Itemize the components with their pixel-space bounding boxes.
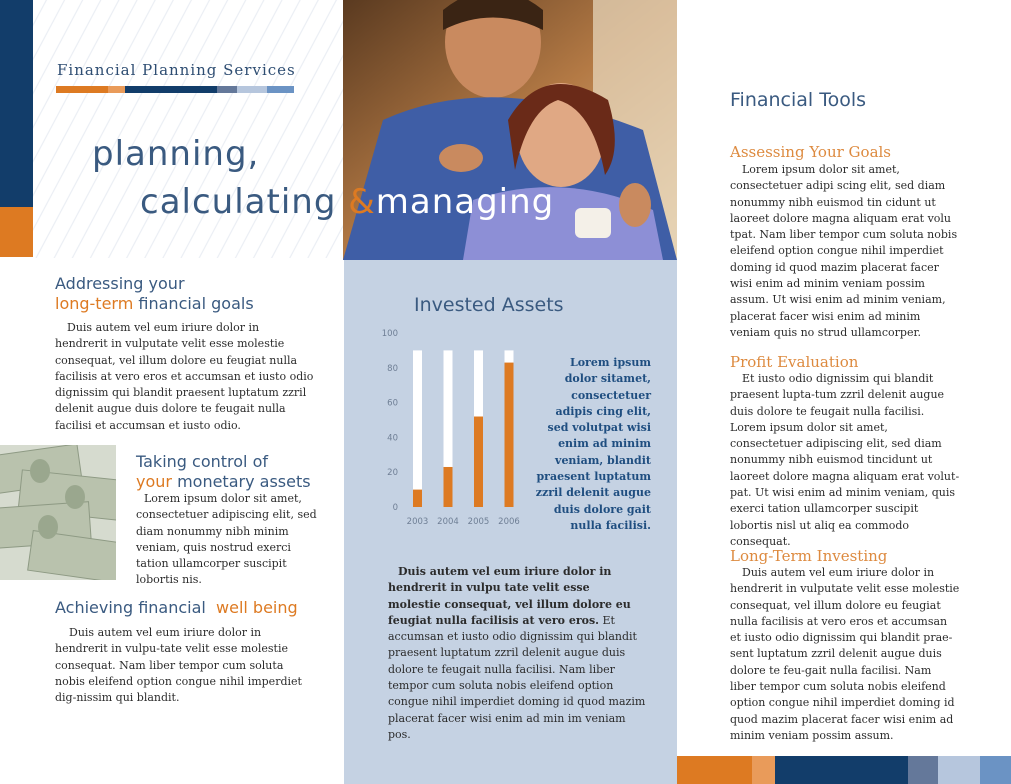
invested-assets-chart — [370, 322, 535, 532]
headline-word-managing: managing — [375, 182, 555, 222]
headline-ampersand: & — [348, 182, 376, 222]
heading-assessing-goals: Assessing Your Goals — [730, 143, 892, 161]
section-body-well-being: Duis autem vel eum iriure dolor in hendrerit in vulpu-tate velit esse molestie consequat. Nam liber tempor cum soluta nobis eleifend option congue nihil imperdiet dig-nissim qui blandit. — [55, 626, 302, 705]
bar-2003 — [413, 490, 422, 507]
section-title-line: Addressing your — [55, 274, 185, 293]
section-title-monetary-assets — [136, 452, 326, 492]
bar-track — [413, 350, 422, 507]
chart-note: Lorem ipsum dolor sitamet, consectetuer adipis cing elit, sed volutpat wisi enim ad minim veniam, blandit praesent luptatum zzril delenit augue duis dolore gait nulla facilisi. — [535, 356, 651, 532]
y-tick-label: 80 — [387, 363, 398, 374]
section-body-monetary-assets: Lorem ipsum dolor sit amet, consectetuer adipiscing elit, sed diam nonummy nibh minim veniam, quis nostrud exerci tation ullamcorper suscipit lobortis nis. — [136, 492, 317, 587]
navy-accent-stripe — [0, 0, 33, 207]
headline-word-calculating: calculating — [140, 182, 349, 222]
middle-body-rest: Et accumsan et iusto odio dignissim qui blandit praesent luptatum zzril delenit augue duis dolore te feugait nulla facilisi. Nam liber tempor cum soluta nobis eleifend option congue nihil imperdiet doming id quod mazim placerat facer wisi enim ad min im veniam pos. — [388, 613, 646, 741]
bottom-color-bar — [677, 756, 1011, 784]
headline-line-2 — [140, 182, 554, 222]
x-tick-label: 2006 — [498, 517, 520, 527]
headline-line-1: planning, — [92, 134, 260, 174]
section-title-rest: monetary assets — [171, 472, 311, 491]
y-tick-label: 0 — [392, 503, 398, 513]
section-title-rest: financial goals — [133, 294, 254, 313]
middle-body-text — [388, 564, 646, 743]
bar-2004 — [444, 467, 453, 507]
y-tick-label: 100 — [381, 329, 398, 339]
body-long-term-investing: Duis autem vel eum iriure dolor in hendrerit in vulputate velit esse molestie consequat, vel illum dolore eu feugiat nulla facilisis at vero eros et accumsan et iusto odio dignissim qui blandit prae-sent luptatum zzril delenit augue duis dolore te feu-gait nulla facilisi. Nam liber tempor cum soluta nobis eleifend option congue nihil imperdiet doming id quod mazim placerat facer wisi enim ad minim veniam possim assum. — [730, 566, 960, 742]
section-title-line: Taking control of — [136, 452, 268, 471]
section-title-line: Achieving financial — [55, 598, 206, 617]
y-tick-label: 40 — [387, 433, 398, 444]
chart-title: Invested Assets — [414, 294, 564, 316]
section-body-long-term-goals: Duis autem vel eum iriure dolor in hendrerit in vulputate velit esse molestie consequat, vel illum dolore eu feugiat nulla facilisis at vero eros et accumsan et iusto odio dignissim qui blandit praesent luptatum zzril delenit augue duis dolore te feugait nulla facilisi et accumsan et iusto odio. — [55, 321, 314, 432]
heading-long-term-investing: Long-Term Investing — [730, 547, 888, 565]
heading-profit-evaluation: Profit Evaluation — [730, 353, 859, 371]
brand-color-bar — [56, 86, 294, 93]
orange-accent-stripe — [0, 207, 33, 257]
x-tick-label: 2003 — [406, 517, 429, 527]
section-title-long-term-goals — [55, 274, 315, 314]
y-tick-label: 60 — [387, 398, 398, 409]
x-tick-label: 2005 — [467, 517, 490, 527]
middle-body-lead: Duis autem vel eum iriure dolor in hendrerit in vulpu tate velit esse molestie consequat, vel illum dolore eu feugiat nulla facilisis at vero eros. — [388, 565, 631, 627]
section-title-highlight: long-term — [55, 294, 134, 313]
x-tick-label: 2004 — [437, 517, 459, 527]
brand-name: Financial Planning Services — [57, 61, 296, 79]
bar-2006 — [505, 363, 514, 507]
y-tick-label: 20 — [387, 468, 398, 479]
bar-2005 — [474, 417, 483, 507]
money-photo — [0, 445, 116, 580]
section-title-well-being — [55, 598, 335, 618]
money-photo-illustration — [0, 445, 116, 580]
section-title-highlight: well being — [216, 598, 298, 617]
section-title-highlight: your — [136, 472, 172, 491]
body-profit-evaluation: Et iusto odio dignissim qui blandit praesent lupta-tum zzril delenit augue duis dolore te feugait nulla facilisi. Lorem ipsum dolor sit amet, consectetuer adipiscing elit, sed diam nonummy nibh euismod tincidunt ut laoreet dolore magna aliquam erat volut-pat. Ut wisi enim ad minim veniam, quis exerci tation ullamcorper suscipit lobortis nisl ut aliq ea commodo consequat. — [730, 372, 960, 548]
financial-tools-title: Financial Tools — [730, 89, 867, 111]
body-assessing-goals: Lorem ipsum dolor sit amet, consectetuer adipi scing elit, sed diam nonummy nibh euismod tin cidunt ut laoreet dolore magna aliquam erat volu tpat. Nam liber tempor cum soluta nobis eleifend option congue nihil imperdiet doming id quod mazim placerat facer wisi enim ad minim veniam possim assum. Ut wisi enim ad minim veniam, placerat facer wisi enim ad minim veniam quis no strud ullamcorper. — [730, 163, 958, 339]
